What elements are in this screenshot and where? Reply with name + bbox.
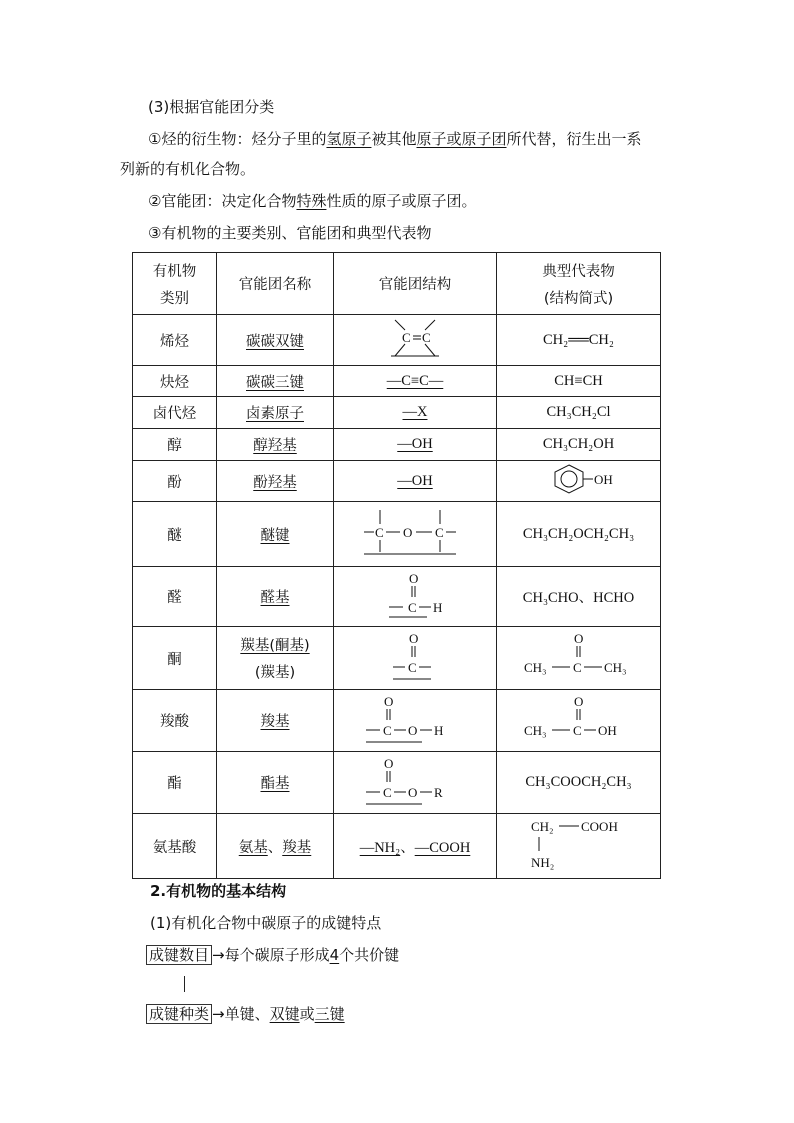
formula: CH≡CH: [554, 372, 603, 389]
atom: C: [402, 330, 411, 345]
table-row: [133, 814, 661, 879]
underlined-term: 双键: [269, 1005, 300, 1023]
atom: C: [422, 330, 431, 345]
atom: O: [573, 693, 583, 709]
atom: NH₂: [530, 855, 554, 870]
ester-structure: [360, 754, 470, 808]
ketone-structure: [365, 629, 465, 683]
atom: CH₃: [523, 722, 547, 738]
arrow-icon: →: [212, 1005, 225, 1023]
underlined-term: 原子或原子团: [416, 130, 507, 148]
table-row: [133, 397, 661, 429]
paragraph-3: ③有机物的主要类别、官能团和典型代表物: [148, 224, 432, 242]
group-name: 酚羟基: [253, 474, 297, 491]
benzene-ring-icon: [555, 465, 583, 493]
group-name: 羧基: [282, 839, 312, 856]
group-name: 醛基: [260, 590, 290, 606]
structure-cell: [334, 397, 497, 429]
header-text: 类别: [160, 290, 189, 307]
text: ①烃的衍生物：烃分子里的: [148, 130, 327, 148]
representative-cell: [497, 397, 661, 429]
representative-cell: [497, 429, 661, 461]
structure: —X: [402, 404, 428, 420]
underlined-term: 特殊: [296, 192, 327, 210]
bond-type-box: 成键种类: [146, 1004, 212, 1024]
name-cell: [217, 567, 334, 627]
arrow-icon: →: [212, 946, 225, 964]
table-header-row: [133, 253, 661, 315]
text: 个共价键: [339, 946, 400, 964]
name-cell: [217, 752, 334, 814]
atom: R: [434, 784, 443, 800]
table-row: [133, 567, 661, 627]
atom: O: [408, 784, 418, 800]
atom: O: [409, 570, 419, 586]
bond-type-row: [146, 1003, 345, 1024]
header-class: [133, 253, 217, 315]
underlined-term: 氢原子: [326, 130, 372, 148]
structure: —C≡C—: [386, 372, 444, 389]
atom: OH: [597, 722, 617, 738]
class-cell: 酯: [133, 752, 217, 814]
paragraph-1: [148, 128, 642, 149]
phenol-structure: [529, 461, 629, 497]
structure-cell: [334, 567, 497, 627]
structure-cell: [334, 461, 497, 502]
separator: 、: [400, 839, 415, 856]
group-name: 醚键: [260, 527, 290, 544]
name-cell: [217, 397, 334, 429]
atom: C: [408, 599, 417, 615]
name-cell: [217, 502, 334, 567]
paragraph-2: [148, 190, 476, 211]
alkene-structure: [365, 316, 465, 360]
atom: H: [434, 722, 444, 738]
representative-cell: [497, 690, 661, 752]
header-text: (结构简式): [543, 290, 614, 307]
atom: CH₂: [530, 819, 554, 834]
representative-cell: [497, 814, 661, 879]
table-row: [133, 429, 661, 461]
header-text: 有机物: [152, 263, 197, 280]
table-row: [133, 366, 661, 397]
formula: CH₃CH₂OCH₂CH₃: [522, 525, 635, 542]
text: ②官能团：决定化合物: [148, 192, 297, 210]
class-cell: 炔烃: [133, 366, 217, 397]
atom: C: [435, 525, 444, 540]
representative-cell: [497, 502, 661, 567]
atom: C: [375, 525, 384, 540]
formula: CH₂══CH₂: [543, 331, 614, 348]
atom: O: [403, 525, 413, 540]
atom: C: [408, 660, 417, 675]
text: 或: [299, 1005, 315, 1023]
table-row: [133, 502, 661, 567]
aldehyde-structure: [365, 569, 465, 621]
name-cell: [217, 429, 334, 461]
group-name: 卤素原子: [246, 406, 304, 422]
atom: C: [383, 784, 392, 800]
structure: —OH: [397, 436, 433, 452]
underlined-term: 4: [329, 946, 340, 964]
ether-structure: [360, 504, 470, 560]
representative-cell: [497, 627, 661, 690]
structure: —OH: [397, 472, 433, 489]
header-group-name: 官能团名称: [217, 253, 334, 315]
table-row: [133, 461, 661, 502]
separator: 、: [267, 839, 283, 856]
name-cell: [217, 315, 334, 366]
name-cell: [217, 461, 334, 502]
glycine-structure: [509, 815, 649, 873]
atom: O: [384, 755, 394, 771]
group-name: 醇羟基: [253, 438, 297, 454]
section-2-heading: 2.有机物的基本结构: [150, 882, 287, 900]
group-name: 羧基: [260, 714, 290, 730]
class-cell: 醛: [133, 567, 217, 627]
table-row: [133, 752, 661, 814]
structure-cell: [334, 752, 497, 814]
table-row: [133, 690, 661, 752]
name-cell: [217, 627, 334, 690]
text: 所代替，衍生出一系: [506, 130, 642, 148]
name-cell: [217, 814, 334, 879]
atom: O: [384, 693, 394, 709]
representative-cell: [497, 315, 661, 366]
bond-count-row: [146, 944, 399, 965]
acetic-acid-structure: [514, 692, 644, 746]
text: 单键、: [224, 1005, 270, 1023]
functional-group-table: [132, 252, 661, 879]
class-cell: 醇: [133, 429, 217, 461]
atom: C: [572, 722, 582, 738]
structure-cell: [334, 366, 497, 397]
atom: C: [383, 722, 392, 738]
structure-cell: [334, 627, 497, 690]
name-cell: [217, 366, 334, 397]
class-cell: 氨基酸: [133, 814, 217, 879]
group-alt-name: (羰基): [254, 665, 296, 681]
representative-cell: [497, 752, 661, 814]
structure-cell: [334, 814, 497, 879]
atom: OH: [593, 472, 613, 487]
structure: —COOH: [414, 839, 471, 856]
table-row: [133, 315, 661, 366]
section-heading: (3)根据官能团分类: [148, 98, 275, 116]
group-name: 氨基: [238, 839, 268, 856]
text: 每个碳原子形成: [224, 946, 330, 964]
header-group-structure: 官能团结构: [334, 253, 497, 315]
representative-cell: [497, 567, 661, 627]
atom: COOH: [580, 819, 618, 834]
structure-cell: [334, 429, 497, 461]
structure-cell: [334, 315, 497, 366]
representative-cell: [497, 461, 661, 502]
header-text: 典型代表物: [542, 263, 615, 280]
class-cell: 羧酸: [133, 690, 217, 752]
name-cell: [217, 690, 334, 752]
atom: CH₃: [523, 660, 547, 675]
atom: C: [572, 660, 582, 675]
formula: CH₃CH₂OH: [542, 436, 615, 452]
section-2-subheading: (1)有机化合物中碳原子的成键特点: [150, 914, 382, 932]
group-name: 酯基: [260, 776, 290, 792]
group-name: 羰基(酮基): [240, 638, 310, 654]
class-cell: 酚: [133, 461, 217, 502]
structure: —NH₂: [359, 839, 401, 856]
representative-cell: [497, 366, 661, 397]
class-cell: 烯烃: [133, 315, 217, 366]
atom: O: [408, 722, 418, 738]
table-row: [133, 627, 661, 690]
acetone-structure: [514, 629, 644, 683]
carboxyl-structure: [360, 692, 470, 746]
formula: CH₃CHO、HCHO: [522, 590, 635, 606]
atom: O: [409, 631, 419, 646]
class-cell: 醚: [133, 502, 217, 567]
class-cell: 酮: [133, 627, 217, 690]
text: 被其他: [371, 130, 417, 148]
group-name: 碳碳双键: [246, 333, 304, 350]
header-representative: [497, 253, 661, 315]
atom: O: [573, 631, 583, 646]
formula: CH₃CH₂Cl: [546, 404, 611, 420]
class-cell: 卤代烃: [133, 397, 217, 429]
connector-line: [184, 976, 185, 992]
atom: CH₃: [603, 660, 627, 675]
text: 性质的原子或原子团。: [326, 192, 477, 210]
structure-cell: [334, 502, 497, 567]
structure-cell: [334, 690, 497, 752]
underlined-term: 三键: [314, 1005, 345, 1023]
bond-count-box: 成键数目: [146, 945, 212, 965]
atom: H: [433, 599, 443, 615]
paragraph-1-cont: 列新的有机化合物。: [120, 160, 256, 178]
group-name: 碳碳三键: [246, 374, 304, 391]
formula: CH₃COOCH₂CH₃: [525, 774, 632, 790]
